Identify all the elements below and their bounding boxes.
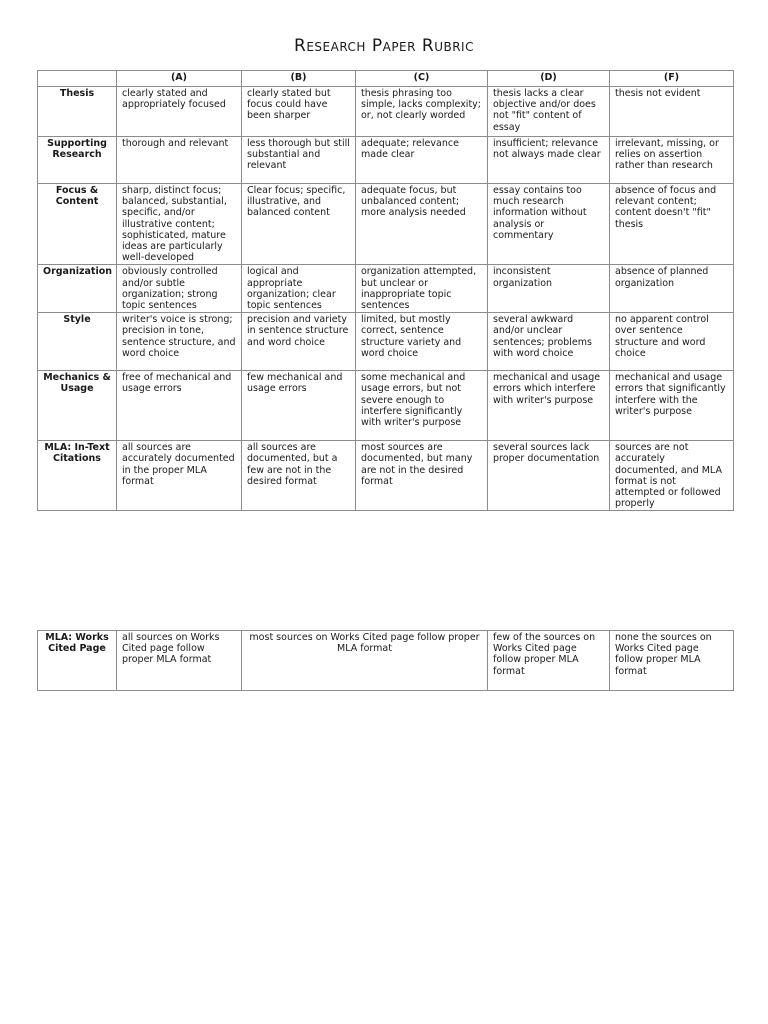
criterion-mechanics-usage: Mechanics & Usage xyxy=(38,371,117,441)
table-cell: all sources on Works Cited page follow proper MLA format xyxy=(117,631,242,691)
table-row xyxy=(38,631,734,691)
table-row xyxy=(38,371,734,441)
table-cell: several awkward and/or unclear sentences; problems with word choice xyxy=(488,313,610,371)
table-row xyxy=(38,441,734,511)
table-cell: thesis phrasing too simple, lacks complexity; or, not clearly worded xyxy=(356,87,488,137)
table-row xyxy=(38,265,734,313)
table-cell-merged: most sources on Works Cited page follow proper MLA format xyxy=(242,631,488,691)
table-cell: no apparent control over sentence structure and word choice xyxy=(610,313,734,371)
header-grade-c: (C) xyxy=(356,71,488,87)
header-row xyxy=(38,71,734,87)
table-cell: absence of planned organization xyxy=(610,265,734,313)
table-cell: clearly stated and appropriately focused xyxy=(117,87,242,137)
table-cell: all sources are accurately documented in the proper MLA format xyxy=(117,441,242,511)
table-row xyxy=(38,137,734,184)
table-cell: thesis lacks a clear objective and/or does not "fit" content of essay xyxy=(488,87,610,137)
table-cell: essay contains too much research information without analysis or commentary xyxy=(488,184,610,265)
header-grade-a: (A) xyxy=(117,71,242,87)
table-cell: few of the sources on Works Cited page follow proper MLA format xyxy=(488,631,610,691)
header-grade-f: (F) xyxy=(610,71,734,87)
table-cell: obviously controlled and/or subtle organization; strong topic sentences xyxy=(117,265,242,313)
criterion-style: Style xyxy=(38,313,117,371)
table-cell: all sources are documented, but a few are not in the desired format xyxy=(242,441,356,511)
table-cell: adequate; relevance made clear xyxy=(356,137,488,184)
header-grade-d: (D) xyxy=(488,71,610,87)
table-cell: Clear focus; specific, illustrative, and balanced content xyxy=(242,184,356,265)
table-cell: thesis not evident xyxy=(610,87,734,137)
table-cell: less thorough but still substantial and relevant xyxy=(242,137,356,184)
table-cell: inconsistent organization xyxy=(488,265,610,313)
table-cell: few mechanical and usage errors xyxy=(242,371,356,441)
table-cell: mechanical and usage errors which interfere with writer's purpose xyxy=(488,371,610,441)
works-cited-table xyxy=(37,630,734,691)
table-cell: sharp, distinct focus; balanced, substantial, specific, and/or illustrative content; sophisticated, mature ideas are particularly well-developed xyxy=(117,184,242,265)
criterion-focus-content: Focus & Content xyxy=(38,184,117,265)
table-cell: organization attempted, but unclear or inappropriate topic sentences xyxy=(356,265,488,313)
table-cell: insufficient; relevance not always made clear xyxy=(488,137,610,184)
table-cell: precision and variety in sentence structure and word choice xyxy=(242,313,356,371)
header-criterion xyxy=(38,71,117,87)
table-cell: some mechanical and usage errors, but not severe enough to interfere significantly with writer's purpose xyxy=(356,371,488,441)
table-cell: thorough and relevant xyxy=(117,137,242,184)
table-cell: adequate focus, but unbalanced content; more analysis needed xyxy=(356,184,488,265)
table-row xyxy=(38,87,734,137)
table-cell: logical and appropriate organization; clear topic sentences xyxy=(242,265,356,313)
table-cell: none the sources on Works Cited page follow proper MLA format xyxy=(610,631,734,691)
criterion-mla-in-text-citations: MLA: In-Text Citations xyxy=(38,441,117,511)
table-cell: free of mechanical and usage errors xyxy=(117,371,242,441)
table-cell: irrelevant, missing, or relies on assertion rather than research xyxy=(610,137,734,184)
table-cell: absence of focus and relevant content; content doesn't "fit" thesis xyxy=(610,184,734,265)
criterion-thesis: Thesis xyxy=(38,87,117,137)
table-cell: sources are not accurately documented, and MLA format is not attempted or followed properly xyxy=(610,441,734,511)
table-cell: clearly stated but focus could have been sharper xyxy=(242,87,356,137)
table-cell: writer's voice is strong; precision in tone, sentence structure, and word choice xyxy=(117,313,242,371)
header-grade-b: (B) xyxy=(242,71,356,87)
table-cell: most sources are documented, but many are not in the desired format xyxy=(356,441,488,511)
criterion-organization: Organization xyxy=(38,265,117,313)
table-row xyxy=(38,184,734,265)
rubric-table xyxy=(37,70,734,511)
criterion-supporting-research: Supporting Research xyxy=(38,137,117,184)
criterion-mla-works-cited: MLA: Works Cited Page xyxy=(38,631,117,691)
page-title: Research Paper Rubric xyxy=(294,36,474,56)
table-row xyxy=(38,313,734,371)
table-cell: several sources lack proper documentation xyxy=(488,441,610,511)
table-cell: mechanical and usage errors that significantly interfere with the writer's purpose xyxy=(610,371,734,441)
table-cell: limited, but mostly correct, sentence structure variety and word choice xyxy=(356,313,488,371)
